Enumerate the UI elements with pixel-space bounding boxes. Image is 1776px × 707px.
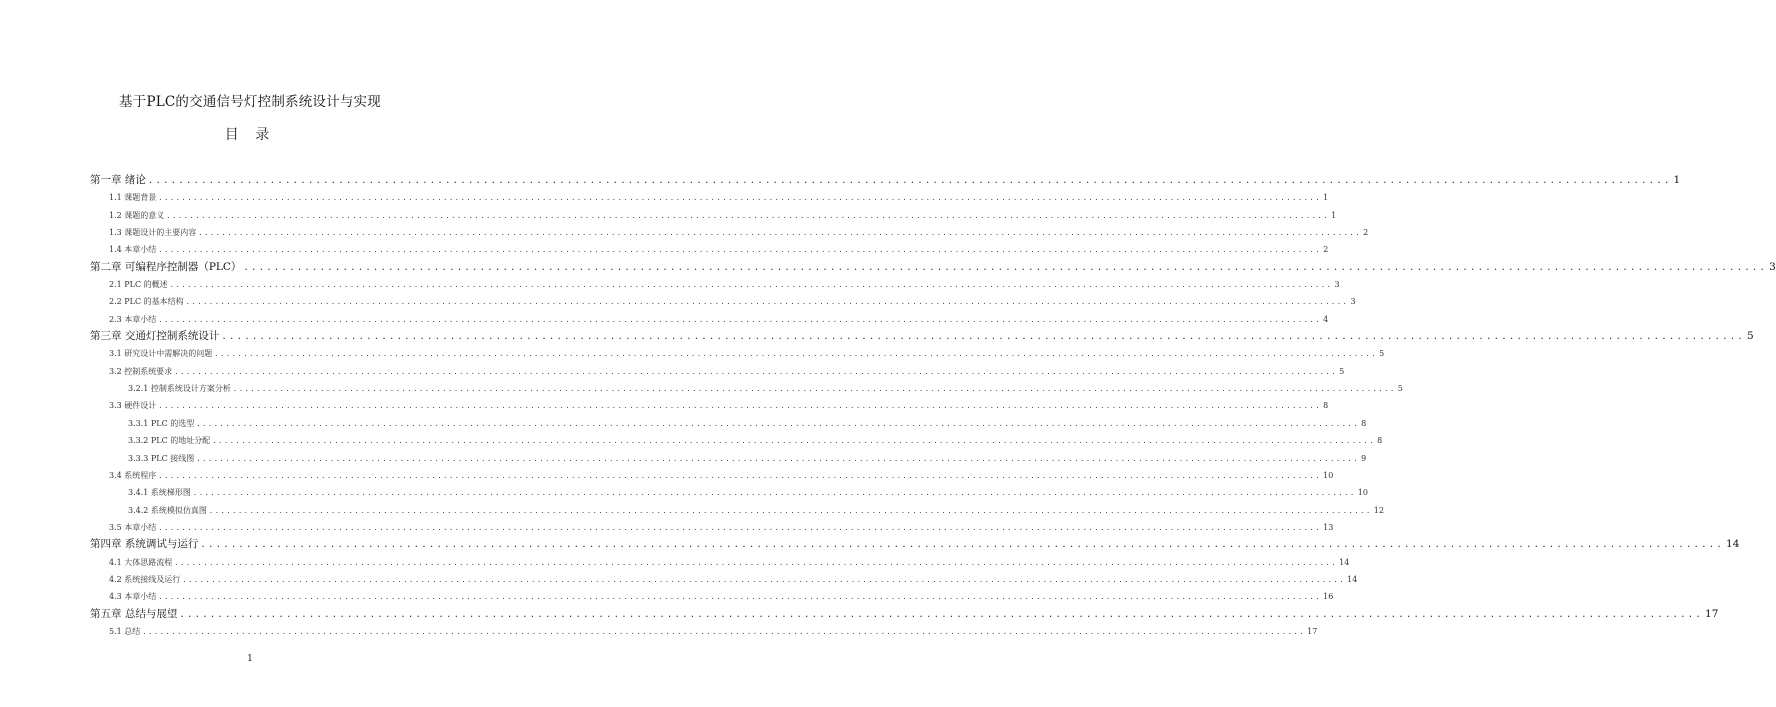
toc-section-entry[interactable] xyxy=(90,189,1329,206)
toc-dot-leader: ........................................................................................................................................................................................................ xyxy=(147,176,1672,186)
toc-entry-page: 1 xyxy=(1323,193,1329,203)
toc-dot-leader: ........................................................................................................................................................................................................ xyxy=(200,540,1725,551)
toc-entry-page: 16 xyxy=(1323,592,1334,602)
toc-section-entry[interactable] xyxy=(90,380,1403,397)
toc-entry-label: 2.1 PLC 的概述 xyxy=(109,280,168,290)
toc-entry-page: 8 xyxy=(1377,436,1383,446)
toc-entry-page: 17 xyxy=(1705,607,1719,620)
toc-dot-leader: ........................................................................................................................................................................................................ xyxy=(158,194,1322,203)
toc-section-entry[interactable] xyxy=(90,276,1340,293)
toc-chapter-entry[interactable] xyxy=(90,536,1740,553)
toc-entry-label: 1.2 课题的意义 xyxy=(109,210,165,220)
toc-dot-leader: ........................................................................................................................................................................................................ xyxy=(158,471,1322,480)
toc-entry-page: 5 xyxy=(1379,349,1385,359)
toc-entry-page: 10 xyxy=(1357,488,1368,498)
toc-dot-leader: ........................................................................................................................................................................................................ xyxy=(208,506,1372,515)
toc-entry-page: 2 xyxy=(1323,245,1329,255)
toc-entry-page: 5 xyxy=(1397,384,1403,394)
toc-dot-leader: ........................................................................................................................................................................................................ xyxy=(196,419,1360,428)
toc-entry-page: 4 xyxy=(1323,314,1329,324)
toc-dot-leader: ........................................................................................................................................................................................................ xyxy=(166,211,1330,220)
toc-section-entry[interactable] xyxy=(90,345,1385,362)
toc-dot-leader: ........................................................................................................................................................................................................ xyxy=(243,262,1768,273)
toc-dot-leader: ........................................................................................................................................................................................................ xyxy=(179,609,1704,620)
toc-section-entry[interactable] xyxy=(90,293,1356,310)
toc-chapter-entry[interactable] xyxy=(90,606,1719,623)
toc-section-entry[interactable] xyxy=(90,571,1358,588)
toc-dot-leader: ........................................................................................................................................................................................................ xyxy=(221,332,1746,343)
toc-entry-label: 2.2 PLC 的基本结构 xyxy=(109,297,184,307)
toc-entry-label: 第四章 系统调试与运行 xyxy=(90,538,199,551)
toc-entry-label: 3.4.2 系统模拟仿真图 xyxy=(128,505,207,515)
toc-dot-leader: ........................................................................................................................................................................................................ xyxy=(174,367,1338,376)
toc-entry-label: 3.4.1 系统梯形图 xyxy=(128,488,191,498)
toc-entry-label: 4.3 本章小结 xyxy=(109,592,157,602)
toc-section-entry[interactable] xyxy=(90,519,1334,536)
toc-section-entry[interactable] xyxy=(90,623,1318,640)
toc-entry-page: 17 xyxy=(1307,626,1318,636)
toc-entry-page: 9 xyxy=(1361,453,1367,463)
toc-entry-page: 14 xyxy=(1339,557,1350,567)
toc-dot-leader: ........................................................................................................................................................................................................ xyxy=(158,593,1322,602)
toc-section-entry[interactable] xyxy=(90,207,1337,224)
toc-entry-label: 3.2 控制系统要求 xyxy=(109,366,173,376)
toc-section-entry[interactable] xyxy=(90,432,1383,449)
toc-entry-label: 1.3 课题设计的主要内容 xyxy=(109,228,197,238)
toc-entry-page: 2 xyxy=(1363,228,1369,238)
toc-section-entry[interactable] xyxy=(90,554,1350,571)
toc-entry-page: 3 xyxy=(1334,280,1340,290)
toc-dot-leader: ........................................................................................................................................................................................................ xyxy=(196,454,1360,463)
table-of-contents xyxy=(90,172,1776,640)
toc-section-entry[interactable] xyxy=(90,484,1368,501)
toc-entry-page: 3 xyxy=(1350,297,1356,307)
document-title: 基于PLC的交通信号灯控制系统设计与实现 xyxy=(119,94,381,110)
toc-dot-leader: ........................................................................................................................................................................................................ xyxy=(169,281,1333,290)
toc-entry-label: 第二章 可编程序控制器（PLC） xyxy=(90,260,242,273)
toc-entry-label: 第五章 总结与展望 xyxy=(90,607,178,620)
toc-entry-label: 4.1 大体思路流程 xyxy=(109,557,173,567)
toc-chapter-entry[interactable] xyxy=(90,172,1681,189)
toc-section-entry[interactable] xyxy=(90,588,1334,605)
toc-dot-leader: ........................................................................................................................................................................................................ xyxy=(158,523,1322,532)
toc-entry-label: 3.3 硬件设计 xyxy=(109,401,157,411)
toc-entry-page: 13 xyxy=(1323,522,1334,532)
toc-entry-page: 1 xyxy=(1331,210,1337,220)
toc-entry-label: 1.1 课题背景 xyxy=(109,193,157,203)
page-number: 1 xyxy=(247,654,253,664)
toc-section-entry[interactable] xyxy=(90,397,1329,414)
toc-dot-leader: ........................................................................................................................................................................................................ xyxy=(182,575,1346,584)
toc-section-entry[interactable] xyxy=(90,224,1369,241)
toc-entry-label: 3.3.3 PLC 接线图 xyxy=(128,453,195,463)
toc-heading: 目 录 xyxy=(224,127,276,143)
toc-entry-page: 10 xyxy=(1323,470,1334,480)
toc-entry-page: 1 xyxy=(1673,174,1681,186)
toc-dot-leader: ........................................................................................................................................................................................................ xyxy=(158,246,1322,255)
toc-dot-leader: ........................................................................................................................................................................................................ xyxy=(174,558,1338,567)
toc-dot-leader: ........................................................................................................................................................................................................ xyxy=(142,627,1306,636)
toc-entry-label: 第一章 绪论 xyxy=(90,174,146,186)
toc-section-entry[interactable] xyxy=(90,467,1334,484)
toc-entry-page: 3 xyxy=(1769,260,1776,273)
toc-dot-leader: ........................................................................................................................................................................................................ xyxy=(185,298,1349,307)
toc-chapter-entry[interactable] xyxy=(90,328,1754,345)
toc-section-entry[interactable] xyxy=(90,311,1329,328)
toc-dot-leader: ........................................................................................................................................................................................................ xyxy=(192,489,1356,498)
toc-entry-label: 3.2.1 控制系统设计方案分析 xyxy=(128,384,231,394)
toc-entry-label: 3.3.1 PLC 的选型 xyxy=(128,418,195,428)
toc-entry-page: 8 xyxy=(1361,418,1367,428)
toc-dot-leader: ........................................................................................................................................................................................................ xyxy=(158,402,1322,411)
toc-entry-label: 3.5 本章小结 xyxy=(109,522,157,532)
toc-entry-label: 第三章 交通灯控制系统设计 xyxy=(90,330,220,343)
toc-entry-label: 3.4 系统程序 xyxy=(109,470,157,480)
toc-entry-label: 2.3 本章小结 xyxy=(109,314,157,324)
toc-section-entry[interactable] xyxy=(90,502,1384,519)
toc-entry-label: 3.1 研究设计中需解决的问题 xyxy=(109,349,213,359)
toc-section-entry[interactable] xyxy=(90,363,1345,380)
toc-section-entry[interactable] xyxy=(90,450,1367,467)
toc-entry-page: 5 xyxy=(1339,366,1345,376)
toc-entry-page: 14 xyxy=(1347,574,1358,584)
toc-entry-label: 5.1 总结 xyxy=(109,626,141,636)
toc-chapter-entry[interactable] xyxy=(90,259,1776,276)
toc-section-entry[interactable] xyxy=(90,241,1329,258)
toc-entry-label: 3.3.2 PLC 的地址分配 xyxy=(128,436,211,446)
toc-dot-leader: ........................................................................................................................................................................................................ xyxy=(158,315,1322,324)
toc-dot-leader: ........................................................................................................................................................................................................ xyxy=(214,350,1378,359)
toc-section-entry[interactable] xyxy=(90,415,1367,432)
toc-entry-label: 4.2 系统接线及运行 xyxy=(109,574,181,584)
toc-dot-leader: ........................................................................................................................................................................................................ xyxy=(198,229,1362,238)
toc-entry-page: 5 xyxy=(1747,330,1754,343)
toc-entry-label: 1.4 本章小结 xyxy=(109,245,157,255)
toc-entry-page: 14 xyxy=(1726,538,1740,551)
toc-entry-page: 8 xyxy=(1323,401,1329,411)
toc-dot-leader: ........................................................................................................................................................................................................ xyxy=(232,385,1396,394)
toc-entry-page: 12 xyxy=(1373,505,1384,515)
toc-dot-leader: ........................................................................................................................................................................................................ xyxy=(212,437,1376,446)
